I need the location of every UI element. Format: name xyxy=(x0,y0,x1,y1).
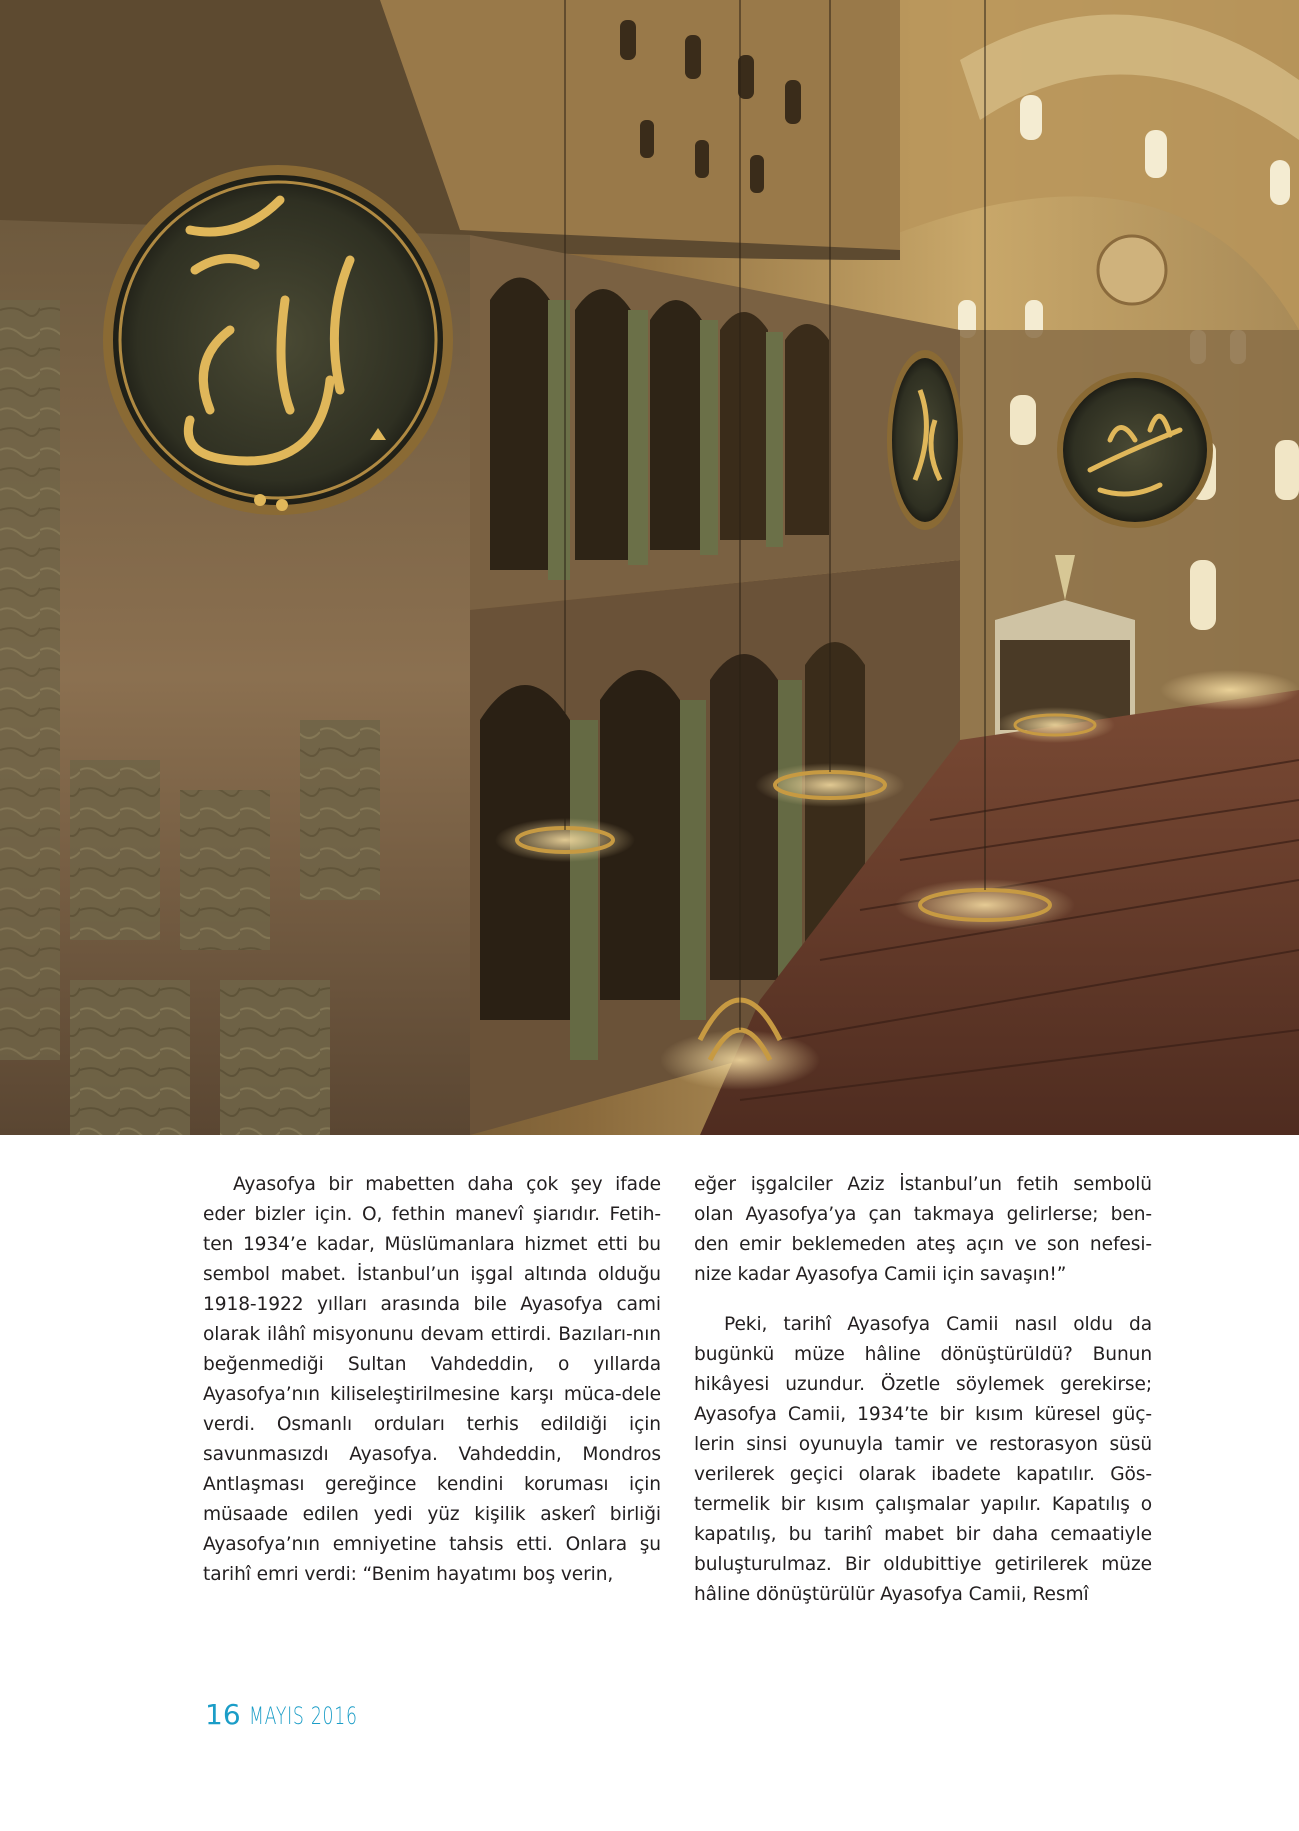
article-column-left xyxy=(203,1170,661,1590)
omer-roundel xyxy=(887,350,963,530)
article-paragraph: Ayasofya bir mabetten daha çok şey ifade eder bizler için. O, fethin manevî şiarıdır. Fetih-ten 1934’e kadar, Müslümanlara hizmet etti bu sembol mabet. İstanbul’un işgal altında olduğu 1918-1922 yılları arasında bile Ayasofya cami olarak ilâhî misyonunu devam ettirdi. Bazıları-nın beğenmediği Sultan Vahdeddin, o yıllarda Ayasofya’nın kiliseleştirilmesine karşı müca-dele verdi. Osmanlı orduları terhis edildiği için savunmasızdı Ayasofya. Vahdeddin, Mondros Antlaşması gereğince kendini koruması için müsaade edilen yedi yüz kişilik askerî birliği Ayasofya’nın emniyetine tahsis etti. Onlara şu tarihî emri verdi: “Benim hayatımı boş verin, xyxy=(203,1174,661,1585)
issue-date: MAYIS 2016 xyxy=(248,1702,358,1730)
dome-medallion xyxy=(1098,236,1166,304)
page-number: 16 xyxy=(205,1698,241,1731)
muhammed-roundel xyxy=(1057,372,1213,528)
ali-roundel xyxy=(103,165,453,515)
article-paragraph: Peki, tarihî Ayasofya Camii nasıl oldu da bugünkü müze hâline dönüştürüldü? Bunun hikâyesi uzundur. Özetle söylemek gerekirse; Ayasofya Camii, 1934’te bir kısım küresel güç-lerin sinsi oyunuyla tamir ve restorasyon süsü verilerek geçici olarak ibadete kapatılır. Gös-termelik bir kısım çalışmalar yapılır. Kapatılış o kapatılış, bu tarihî mabet bir daha cemaatiyle buluşturulmaz. Bir oldubittiye getirilerek müze hâline dönüştürülür Ayasofya Camii, Resmî xyxy=(694,1314,1152,1605)
article-column-right xyxy=(694,1170,1152,1610)
article-paragraph: eğer işgalciler Aziz İstanbul’un fetih sembolü olan Ayasofya’ya çan takmaya gelirlerse; ben-den emir beklemeden ateş açın ve son nefesi-nize kadar Ayasofya Camii için savaşın!” xyxy=(694,1174,1152,1285)
page-footer xyxy=(205,1698,400,1731)
